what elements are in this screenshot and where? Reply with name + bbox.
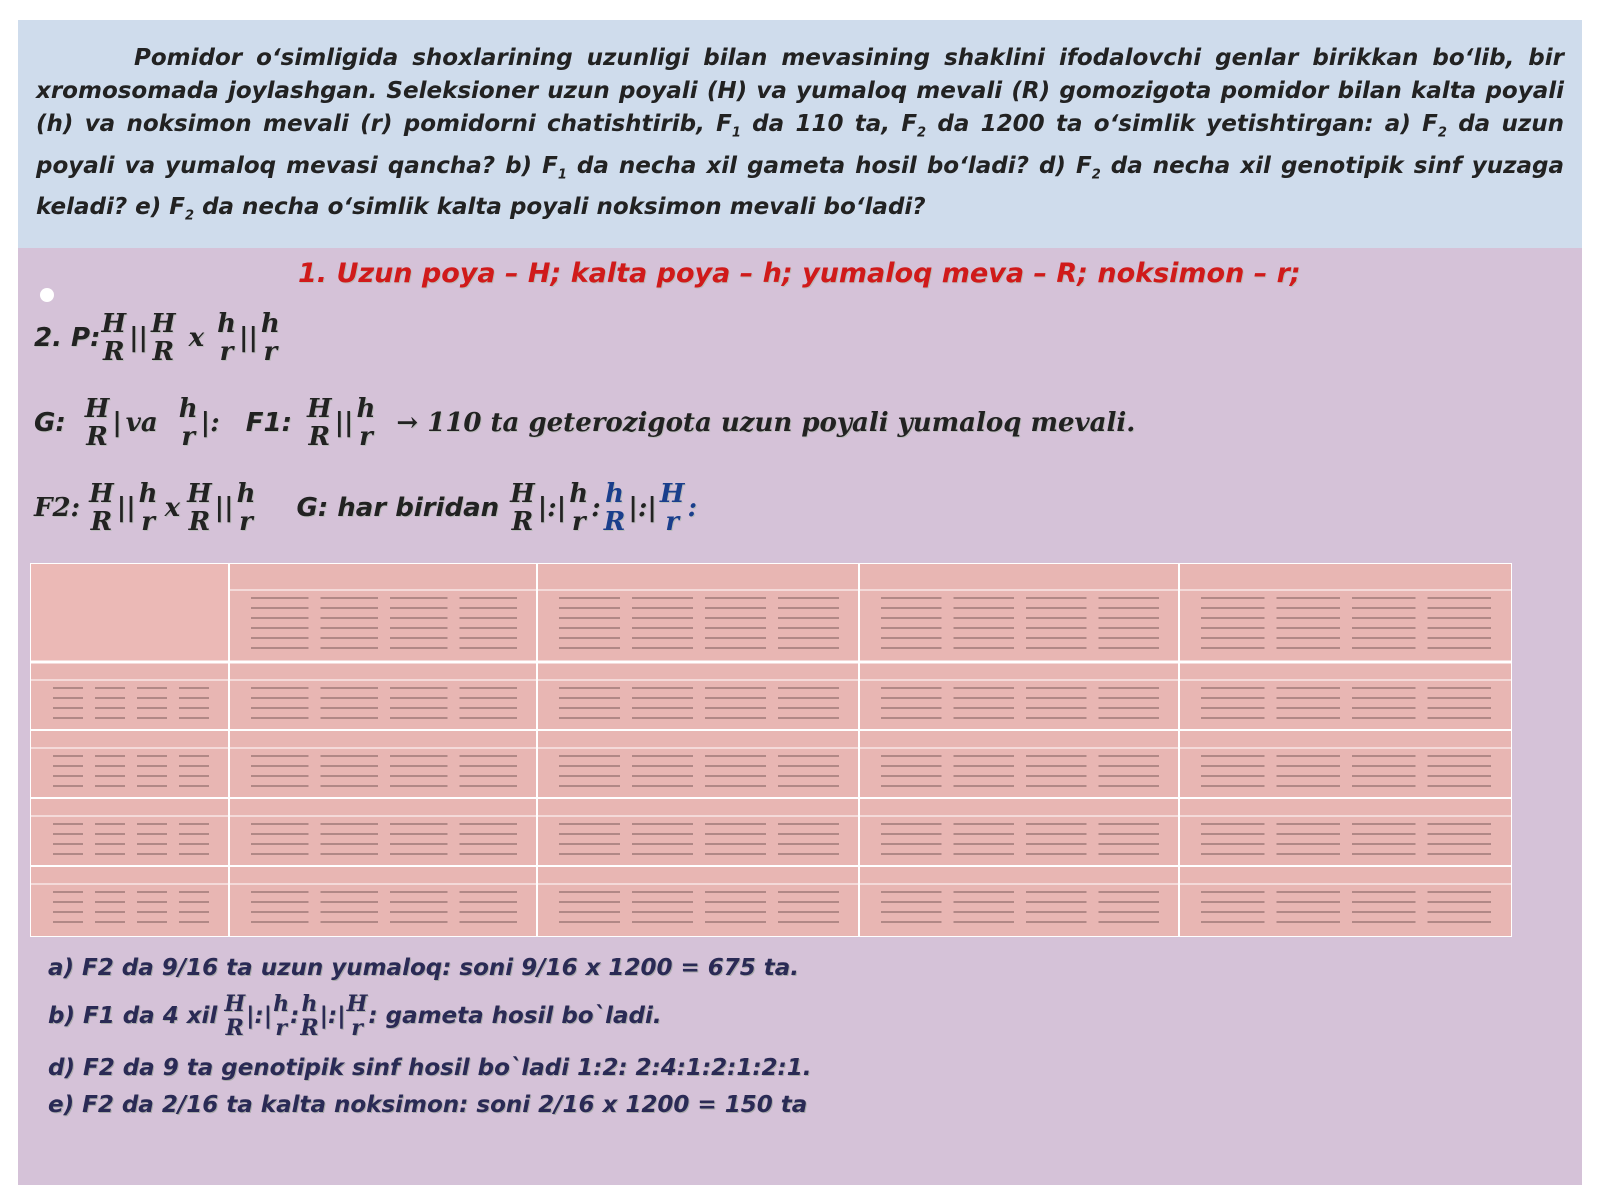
gamete-fraction: h r	[273, 991, 290, 1041]
separator: |:|	[537, 493, 567, 523]
subscript: 2	[185, 208, 195, 224]
gamete-fraction: H r	[659, 479, 685, 537]
genotype-fraction: h r	[236, 479, 256, 537]
answer-b-suffix: : gameta hosil bo`ladi.	[368, 1003, 662, 1029]
punnett-grid-lines	[31, 564, 1511, 936]
gamete-fraction: h R	[300, 991, 319, 1041]
step-1-title: 1. Uzun poya – H; kalta poya – h; yumaloq meva – R; noksimon – r;	[298, 258, 1301, 289]
genotype-fraction: h r	[356, 394, 376, 452]
genotype-fraction: H R	[187, 479, 212, 537]
separator: |:|	[319, 1003, 346, 1029]
problem-text: da necha oʻsimlik kalta poyali noksimon mevali boʻladi?	[194, 194, 926, 221]
answer-b	[48, 992, 662, 1040]
genotype-fraction: H R	[306, 394, 332, 452]
separator: :	[591, 493, 601, 523]
problem-statement	[18, 20, 1582, 248]
bullet-dot	[40, 288, 54, 302]
gamete-fraction: h R	[603, 479, 626, 537]
gamete-fraction: H r	[346, 991, 368, 1041]
cross-symbol: x	[164, 493, 181, 523]
chromosome-separator: ||	[238, 323, 258, 353]
genotype-fraction: H R	[101, 309, 127, 367]
answer-d: d) F2 da 9 ta genotipik sinf hosil bo`ladi 1:2: 2:4:1:2:1:2:1.	[48, 1055, 812, 1081]
gametes-label: G:	[34, 408, 66, 438]
problem-text: da uzun poyali va yumaloq mevasi qancha? b) F	[36, 111, 1564, 179]
f2-row	[34, 480, 699, 536]
subscript: 2	[1437, 125, 1447, 141]
subscript: 2	[1091, 167, 1101, 183]
gamete-fraction: h r	[569, 479, 589, 537]
problem-text: da 1200 ta oʻsimlik yetishtirgan: a) F	[926, 111, 1438, 137]
gamete-fraction: H R	[510, 479, 535, 537]
separator: |:	[200, 408, 220, 438]
grid-corner-cell	[31, 564, 229, 662]
gamete-fraction: h r	[178, 394, 198, 452]
genotype-fraction: H R	[150, 309, 176, 367]
f1-result: → 110 ta geterozigota uzun poyali yumaloq mevali.	[396, 408, 1136, 438]
chromosome-separator: ||	[129, 323, 148, 353]
genotype-fraction: H R	[89, 479, 114, 537]
genotype-fraction: h r	[217, 309, 236, 367]
genotype-fraction: h r	[260, 309, 280, 367]
and-word: va	[125, 408, 158, 438]
chromosome-separator: ||	[334, 408, 354, 438]
chromosome-separator: ||	[116, 493, 136, 523]
punnett-grid	[30, 563, 1512, 937]
parent-cross-row	[34, 310, 281, 366]
gametes-f1-row	[34, 395, 1135, 451]
parent-label: 2. P:	[34, 323, 101, 353]
f1-label: F1:	[245, 408, 292, 438]
chromosome-separator: ||	[214, 493, 234, 523]
separator: |:|	[246, 1003, 273, 1029]
problem-text: da necha xil gameta hosil boʻladi? d) F	[566, 152, 1092, 179]
genotype-fraction: h r	[138, 479, 158, 537]
subscript: 2	[917, 125, 927, 141]
separator: :	[290, 1003, 300, 1029]
problem-text: da 110 ta, F	[740, 111, 918, 137]
separator: |:|	[628, 493, 657, 523]
f2-label: F2:	[34, 493, 81, 523]
answer-b-prefix: b) F1 da 4 xil	[48, 1003, 218, 1029]
slide	[18, 20, 1582, 1185]
subscript: 1	[557, 167, 567, 183]
gamete-fraction: H R	[224, 991, 246, 1041]
gamete-fraction: H R	[84, 394, 110, 452]
f2-gametes-label: G: har biridan	[296, 493, 500, 523]
subscript: 1	[731, 125, 741, 141]
separator: :	[687, 493, 698, 523]
answer-e: e) F2 da 2/16 ta kalta noksimon: soni 2/16 x 1200 = 150 ta	[48, 1092, 808, 1118]
problem-text: Pomidor oʻsimligida shoxlarining uzunligi bilan mevasining shaklini ifodalovchi genlar birikkan boʻlib, bir xromosomada joylashgan. Seleksioner uzun poyali (H) va yumaloq mevali (R) gomozigota pomidor bilan kalta poyali (h) va noksimon mevali (r) pomidorni chatishtirib, F	[36, 45, 1564, 137]
problem-text: da necha xil genotipik sinf yuzaga keladi? e) F	[36, 152, 1564, 221]
separator: |	[112, 408, 122, 438]
cross-symbol: x	[188, 323, 205, 353]
answer-a: a) F2 da 9/16 ta uzun yumaloq: soni 9/16 x 1200 = 675 ta.	[48, 955, 800, 981]
